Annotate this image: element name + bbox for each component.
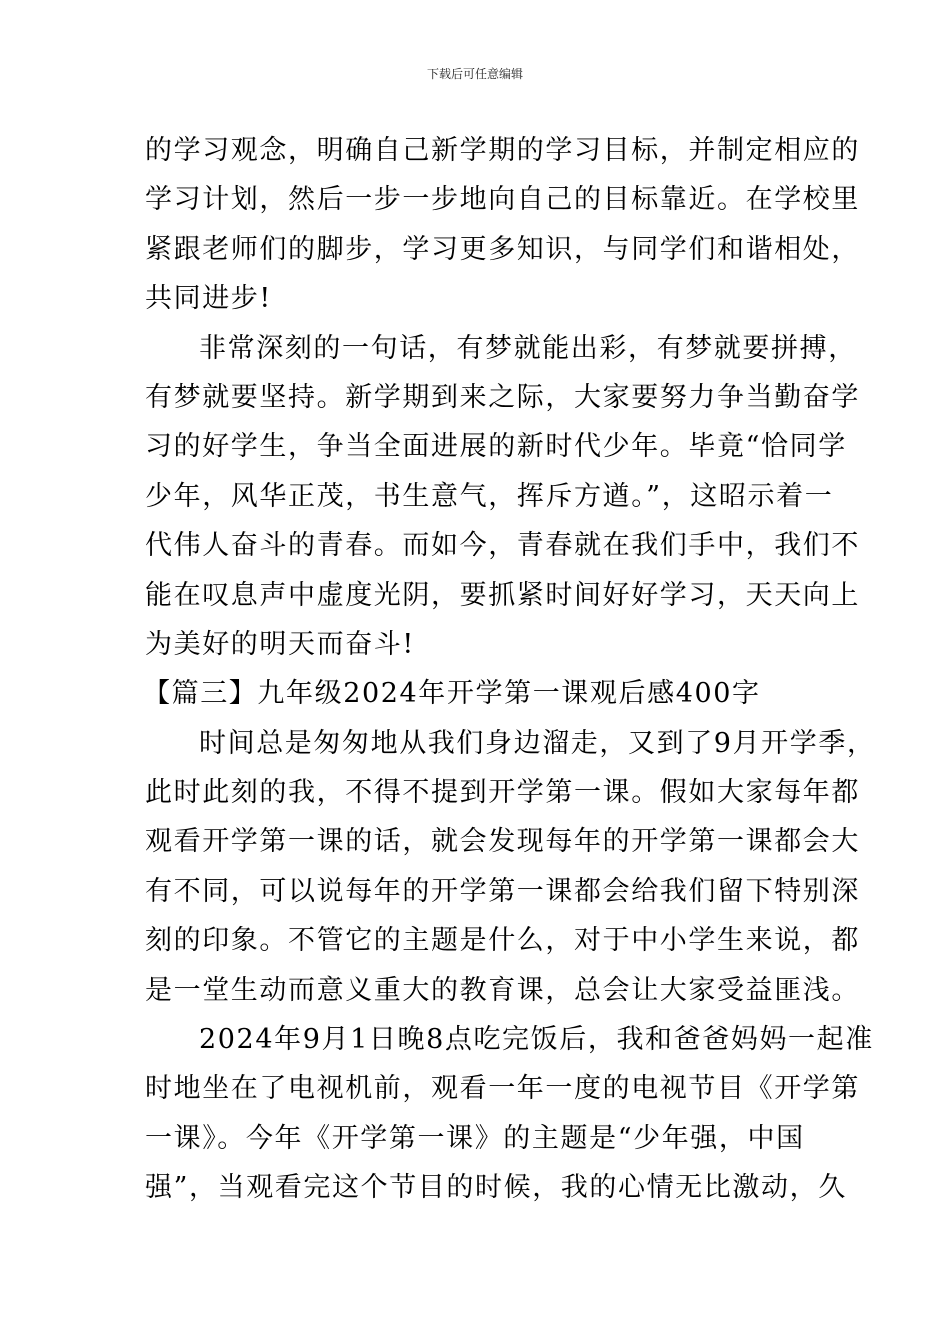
document-body (143, 126, 876, 1213)
body-line: 学习计划，然后一步一步地向自己的目标靠近。在学校里 (145, 184, 860, 216)
body-line: 2024年9月1日晚8点吃完饭后，我和爸爸妈妈一起准 (199, 1024, 874, 1056)
body-line: 的学习观念，明确自己新学期的学习目标，并制定相应的 (145, 135, 860, 166)
body-line: 代伟人奋斗的青春。而如今，青春就在我们手中，我们不 (145, 530, 860, 562)
section-heading: 【篇三】九年级2024年开学第一课观后感400字 (143, 678, 761, 710)
body-line: 有梦就要坚持。新学期到来之际，大家要努力争当勤奋学 (145, 381, 860, 413)
body-line: 时间总是匆匆地从我们身边溜走，又到了9月开学季， (199, 727, 876, 759)
body-line: 一课》。今年《开学第一课》的主题是“少年强，中国 (145, 1122, 805, 1154)
body-line: 时地坐在了电视机前，观看一年一度的电视节目《开学第 (145, 1073, 860, 1105)
body-line: 强”，当观看完这个节目的时候，我的心情无比激动，久 (145, 1172, 847, 1204)
body-line: 为美好的明天而奋斗! (145, 628, 415, 660)
body-line: 能在叹息声中虚度光阴，要抓紧时间好好学习，天天向上 (145, 579, 860, 611)
body-line: 少年，风华正茂，书生意气，挥斥方遒。”，这昭示着一 (145, 480, 834, 512)
body-line: 共同进步! (145, 283, 272, 315)
body-line: 紧跟老师们的脚步，学习更多知识，与同学们和谐相处， (145, 233, 860, 265)
body-line: 习的好学生，争当全面进展的新时代少年。毕竟“恰同学 (145, 431, 847, 463)
body-line: 有不同，可以说每年的开学第一课都会给我们留下特别深 (145, 875, 860, 907)
page-header-note: 下载后可任意编辑 (426, 67, 523, 81)
body-line: 是一堂生动而意义重大的教育课，总会让大家受益匪浅。 (145, 974, 860, 1006)
body-line: 刻的印象。不管它的主题是什么，对于中小学生来说，都 (145, 925, 860, 957)
body-line: 此时此刻的我，不得不提到开学第一课。假如大家每年都 (145, 777, 860, 809)
body-line: 非常深刻的一句话，有梦就能出彩，有梦就要拼搏， (199, 332, 857, 364)
body-line: 观看开学第一课的话，就会发现每年的开学第一课都会大 (145, 826, 860, 858)
